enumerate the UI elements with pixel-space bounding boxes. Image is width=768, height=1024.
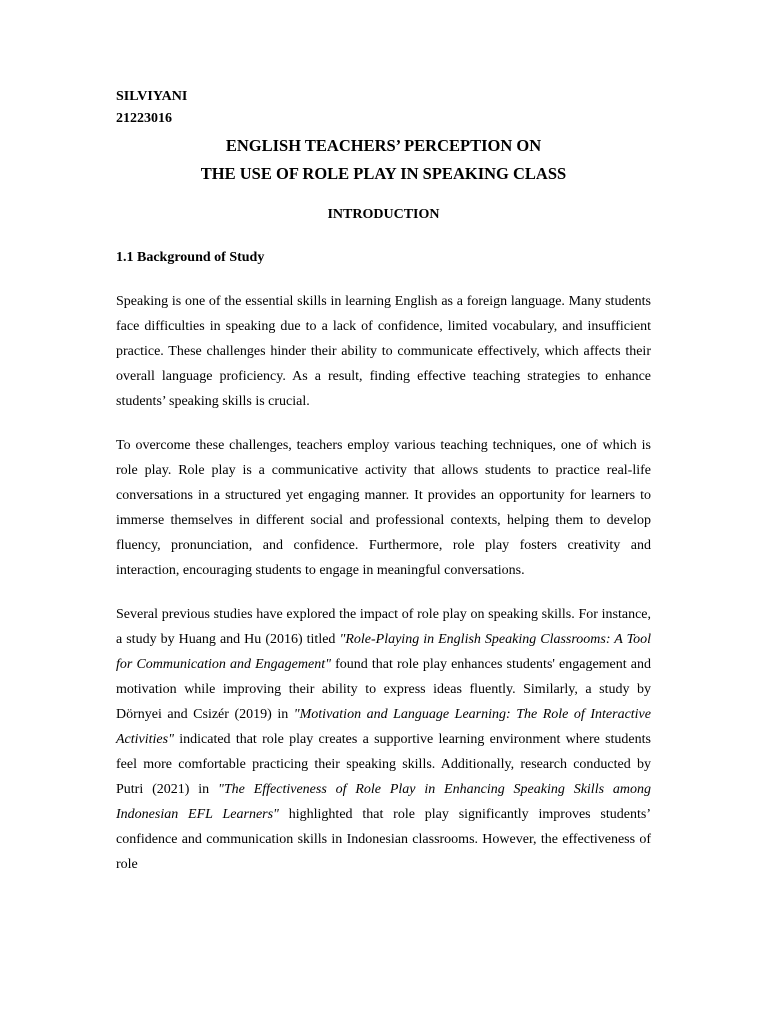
paragraph-3-text-2: found that role play enhances students' engagement and motivation while improving their ability to express ideas fluently. Similarly, a study by Dörnyei and Csizér (2019) in: [116, 657, 651, 722]
author-name: SILVIYANI: [116, 89, 188, 104]
paragraph-3: [116, 602, 651, 877]
document-page: [116, 86, 651, 877]
subsection-heading: 1.1 Background of Study: [116, 250, 265, 265]
paragraph-1: Speaking is one of the essential skills in learning English as a foreign language. Many students face difficulties in speaking due to a lack of confidence, limited vocabulary, and insufficient practice. These challenges hinder their ability to communicate effectively, which affects their overall language proficiency. As a result, finding effective teaching strategies to enhance students’ speaking skills is crucial.: [116, 294, 651, 409]
title-line-1: ENGLISH TEACHERS’ PERCEPTION ON: [225, 136, 542, 155]
paragraph-3-text-1: Several previous studies have explored the impact of role play on speaking skills. For instance, a study by Huang and Hu (2016) titled: [116, 607, 651, 647]
document-title: [116, 132, 651, 188]
paragraph-3-cited-title-1: "Role-Playing in English Speaking Classrooms: A Tool for Communication and Engagement": [116, 632, 652, 672]
paragraph-3-cited-title-3: "The Effectiveness of Role Play in Enhancing Speaking Skills among Indonesian EFL Learners": [116, 782, 651, 822]
author-student-id: 21223016: [116, 111, 172, 126]
title-line-2: THE USE OF ROLE PLAY IN SPEAKING CLASS: [200, 164, 567, 183]
paragraph-2: To overcome these challenges, teachers employ various teaching techniques, one of which is role play. Role play is a communicative activity that allows students to practice real-life conversations in a structured yet engaging manner. It provides an opportunity for learners to immerse themselves in different social and professional contexts, helping them to develop fluency, pronunciation, and confidence. Furthermore, role play fosters creativity and interaction, encouraging students to engage in meaningful conversations.: [116, 438, 651, 578]
paragraph-3-text-4: highlighted that role play significantly improves students’ confidence and communication skills in Indonesian classrooms. However, the effectiveness of role: [116, 807, 651, 872]
paragraph-3-cited-title-2: "Motivation and Language Learning: The Role of Interactive Activities": [116, 707, 651, 747]
paragraph-3-text-3: indicated that role play creates a supportive learning environment where students feel more comfortable practicing their speaking skills. Additionally, research conducted by Putri (2021) in: [116, 732, 651, 797]
section-heading: INTRODUCTION: [327, 207, 440, 222]
